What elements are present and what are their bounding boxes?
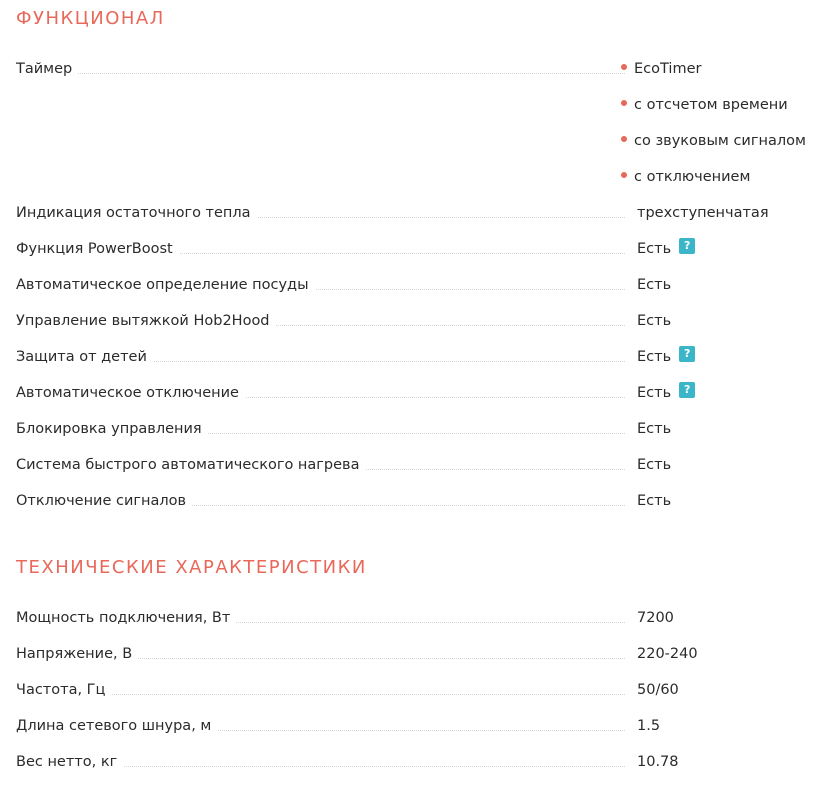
spec-row — [16, 455, 834, 475]
spec-value: 220-240 — [637, 646, 698, 662]
section-title-technical: ТЕХНИЧЕСКИЕ ХАРАКТЕРИСТИКИ — [16, 557, 367, 578]
spec-value: 50/60 — [637, 682, 679, 698]
spec-row — [16, 608, 834, 628]
spec-value: Есть — [637, 457, 672, 473]
timer-option: с отсчетом времени — [621, 95, 788, 115]
spec-row-timer — [16, 59, 834, 79]
spec-row — [16, 311, 834, 331]
spec-row — [16, 275, 834, 295]
spec-value: 1.5 — [637, 718, 661, 734]
timer-option: со звуковым сигналом — [621, 131, 806, 151]
spec-label: Индикация остаточного тепла — [16, 203, 257, 223]
spec-value: Есть ? — [637, 347, 695, 367]
spec-row — [16, 680, 834, 700]
spec-label: Автоматическое определение посуды — [16, 275, 315, 295]
spec-label: Автоматическое отключение — [16, 383, 245, 403]
spec-value: 7200 — [637, 610, 674, 626]
spec-row — [16, 644, 834, 664]
spec-row — [16, 383, 834, 403]
spec-value: Есть — [637, 421, 672, 437]
help-icon[interactable]: ? — [679, 382, 695, 398]
help-icon[interactable]: ? — [679, 346, 695, 362]
spec-label: Частота, Гц — [16, 680, 111, 700]
spec-row — [16, 752, 834, 772]
help-icon[interactable]: ? — [679, 238, 695, 254]
section-title-functional: ФУНКЦИОНАЛ — [16, 8, 165, 29]
spec-row — [16, 491, 834, 511]
spec-value: Есть — [637, 493, 672, 509]
spec-row — [16, 239, 834, 259]
bullet-icon — [621, 64, 627, 70]
spec-value: Есть ? — [637, 383, 695, 403]
spec-value: трехступенчатая — [637, 205, 769, 221]
spec-label: Таймер — [16, 59, 78, 79]
dotted-leader — [16, 73, 625, 74]
spec-label: Система быстрого автоматического нагрева — [16, 455, 365, 475]
timer-option: с отключением — [621, 167, 750, 187]
spec-label: Напряжение, В — [16, 644, 138, 664]
spec-label: Вес нетто, кг — [16, 752, 123, 772]
spec-label: Защита от детей — [16, 347, 153, 367]
bullet-icon — [621, 136, 627, 142]
spec-row — [16, 347, 834, 367]
spec-label: Блокировка управления — [16, 419, 208, 439]
spec-row — [16, 419, 834, 439]
spec-value: Есть — [637, 313, 672, 329]
spec-row — [16, 203, 834, 223]
bullet-icon — [621, 172, 627, 178]
bullet-icon — [621, 100, 627, 106]
spec-row — [16, 716, 834, 736]
spec-label: Управление вытяжкой Hob2Hood — [16, 311, 276, 331]
spec-label: Отключение сигналов — [16, 491, 192, 511]
spec-label: Длина сетевого шнура, м — [16, 716, 217, 736]
spec-value: Есть ? — [637, 239, 695, 259]
timer-option: EcoTimer — [621, 59, 701, 79]
spec-value: Есть — [637, 277, 672, 293]
spec-value: 10.78 — [637, 754, 679, 770]
spec-label: Функция PowerBoost — [16, 239, 179, 259]
spec-label: Мощность подключения, Вт — [16, 608, 236, 628]
